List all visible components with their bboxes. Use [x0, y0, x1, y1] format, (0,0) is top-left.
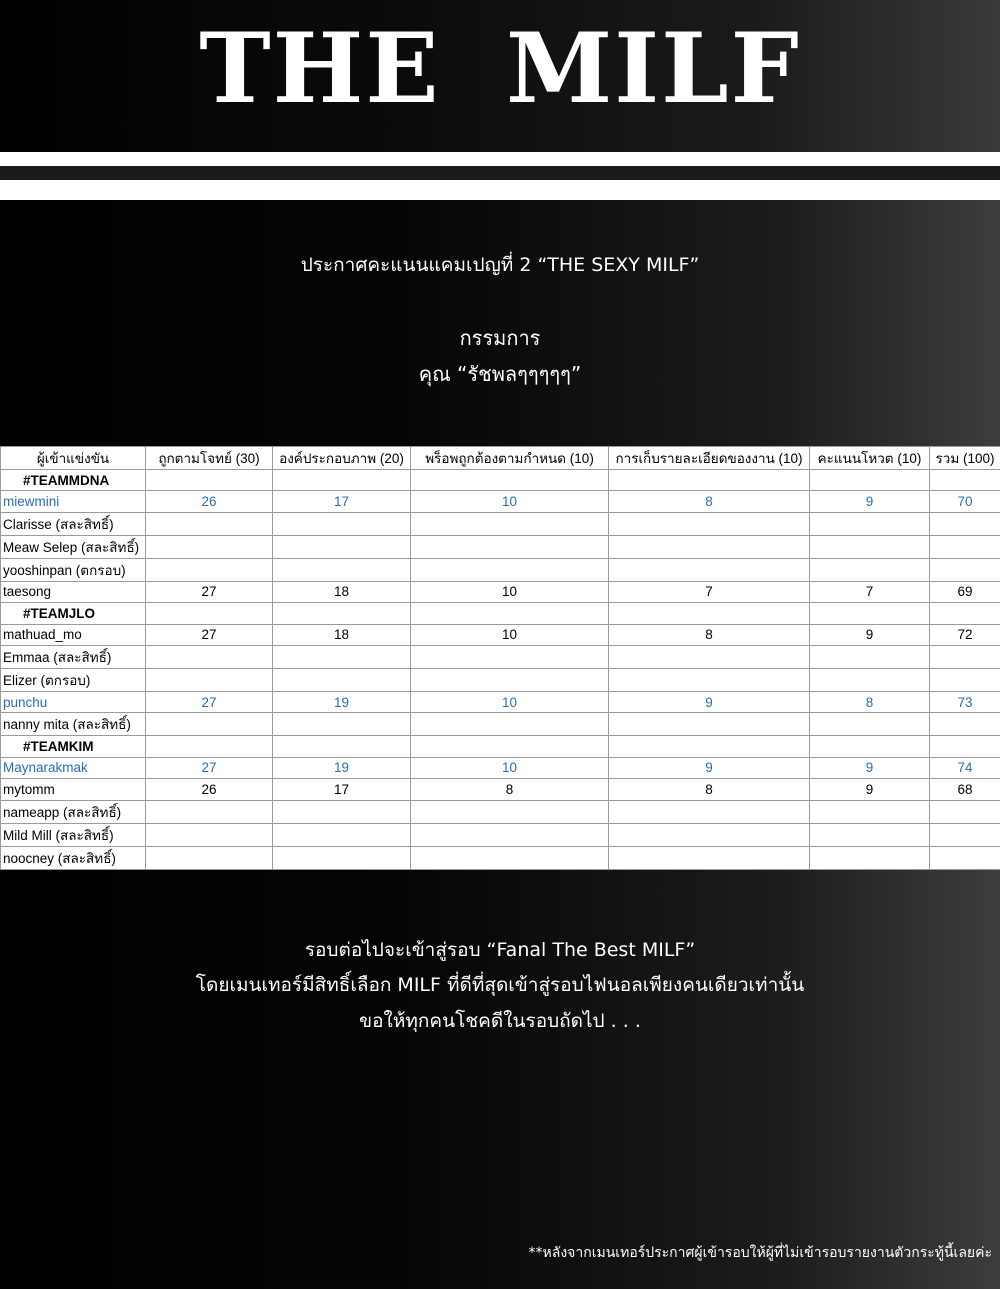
score-cell	[146, 736, 273, 757]
score-cell	[930, 603, 1000, 624]
score-cell	[273, 645, 411, 668]
score-cell	[273, 535, 411, 558]
score-cell	[930, 470, 1000, 491]
judge-name: คุณ “รัชพลๆๆๆๆๆ”	[418, 362, 582, 386]
contestant-name: taesong	[1, 581, 146, 602]
score-cell	[146, 800, 273, 823]
team-name: #TEAMMDNA	[1, 470, 146, 491]
table-row	[1, 491, 1000, 512]
team-row	[1, 736, 1000, 757]
column-header: รวม (100)	[930, 447, 1000, 470]
score-cell: 26	[146, 779, 273, 800]
score-cell	[273, 800, 411, 823]
score-cell: 8	[411, 779, 609, 800]
score-cell	[609, 713, 810, 736]
score-cell: 8	[609, 624, 810, 645]
score-cell	[609, 603, 810, 624]
score-cell: 69	[930, 581, 1000, 602]
team-row	[1, 470, 1000, 491]
score-cell	[930, 668, 1000, 691]
column-header: ผู้เข้าแข่งขัน	[1, 447, 146, 470]
contestant-name: yooshinpan (ตกรอบ)	[1, 558, 146, 581]
score-cell	[411, 736, 609, 757]
score-cell: 10	[411, 491, 609, 512]
score-cell	[411, 668, 609, 691]
score-cell	[411, 512, 609, 535]
divider-stripe	[0, 166, 1000, 180]
logo-title: THE MILF	[199, 12, 801, 125]
score-cell	[810, 470, 930, 491]
score-cell: 19	[273, 757, 411, 778]
score-cell	[411, 535, 609, 558]
column-header: คะแนนโหวต (10)	[810, 447, 930, 470]
score-cell: 27	[146, 757, 273, 778]
score-cell	[411, 470, 609, 491]
score-cell	[930, 713, 1000, 736]
score-cell	[146, 535, 273, 558]
table-row	[1, 800, 1000, 823]
table-row	[1, 846, 1000, 869]
table-row	[1, 668, 1000, 691]
score-cell: 74	[930, 757, 1000, 778]
column-header: การเก็บรายละเอียดของงาน (10)	[609, 447, 810, 470]
score-cell	[146, 668, 273, 691]
contestant-name: Emmaa (สละสิทธิ์)	[1, 645, 146, 668]
score-cell	[273, 512, 411, 535]
score-cell: 9	[810, 624, 930, 645]
contestant-name: nameapp (สละสิทธิ์)	[1, 800, 146, 823]
score-cell: 27	[146, 581, 273, 602]
team-name: #TEAMJLO	[1, 603, 146, 624]
contestant-name: punchu	[1, 691, 146, 712]
score-cell	[609, 558, 810, 581]
score-cell	[930, 736, 1000, 757]
score-cell	[273, 713, 411, 736]
score-cell	[930, 512, 1000, 535]
score-cell	[609, 668, 810, 691]
table-row	[1, 512, 1000, 535]
score-cell	[609, 823, 810, 846]
score-cell	[146, 470, 273, 491]
next-round-line: โดยเมนเทอร์มีสิทธิ์เลือก MILF ที่ดีที่สุดเข้าสู่รอบไฟนอลเพียงคนเดียวเท่านั้น	[195, 974, 805, 996]
next-round-line: ขอให้ทุกคนโชคดีในรอบถัดไป . . .	[359, 1010, 641, 1032]
score-cell: 73	[930, 691, 1000, 712]
score-cell	[411, 558, 609, 581]
score-cell	[273, 736, 411, 757]
score-cell	[810, 800, 930, 823]
score-cell: 19	[273, 691, 411, 712]
score-cell	[810, 668, 930, 691]
score-cell	[609, 645, 810, 668]
score-cell	[411, 645, 609, 668]
score-cell	[146, 823, 273, 846]
contestant-name: mathuad_mo	[1, 624, 146, 645]
divider-stripe	[0, 180, 1000, 200]
score-cell	[273, 558, 411, 581]
score-cell: 10	[411, 624, 609, 645]
contestant-name: miewmini	[1, 491, 146, 512]
score-cell	[930, 800, 1000, 823]
score-cell	[810, 535, 930, 558]
table-row	[1, 535, 1000, 558]
score-cell	[411, 823, 609, 846]
score-cell: 9	[810, 779, 930, 800]
score-cell: 26	[146, 491, 273, 512]
next-round-line: รอบต่อไปจะเข้าสู่รอบ “Fanal The Best MILF”	[304, 939, 696, 961]
contestant-name: nanny mita (สละสิทธิ์)	[1, 713, 146, 736]
contestant-name: Elizer (ตกรอบ)	[1, 668, 146, 691]
contestant-name: mytomm	[1, 779, 146, 800]
score-cell	[273, 470, 411, 491]
score-cell: 8	[609, 779, 810, 800]
score-cell	[273, 668, 411, 691]
table-row	[1, 581, 1000, 602]
score-cell	[411, 800, 609, 823]
score-cell: 9	[609, 757, 810, 778]
announcement-title: ประกาศคะแนนแคมเปญที่ 2 “THE SEXY MILF”	[300, 254, 700, 276]
score-cell	[146, 713, 273, 736]
score-cell: 8	[609, 491, 810, 512]
column-header: องค์ประกอบภาพ (20)	[273, 447, 411, 470]
score-cell	[609, 535, 810, 558]
score-cell	[273, 823, 411, 846]
score-cell	[930, 535, 1000, 558]
score-cell	[810, 713, 930, 736]
score-cell	[930, 846, 1000, 869]
score-cell: 10	[411, 757, 609, 778]
score-cell: 10	[411, 581, 609, 602]
table-row	[1, 823, 1000, 846]
score-cell	[146, 512, 273, 535]
contestant-name: Mild Mill (สละสิทธิ์)	[1, 823, 146, 846]
score-cell: 9	[609, 691, 810, 712]
score-cell	[810, 603, 930, 624]
score-cell: 72	[930, 624, 1000, 645]
score-cell: 18	[273, 581, 411, 602]
table-header-row	[1, 447, 1000, 470]
score-cell: 68	[930, 779, 1000, 800]
table-row	[1, 757, 1000, 778]
contestant-name: Clarisse (สละสิทธิ์)	[1, 512, 146, 535]
table-row	[1, 779, 1000, 800]
score-cell	[930, 558, 1000, 581]
column-header: ถูกตามโจทย์ (30)	[146, 447, 273, 470]
score-cell: 17	[273, 491, 411, 512]
score-cell: 9	[810, 757, 930, 778]
score-cell: 27	[146, 624, 273, 645]
contestant-name: noocney (สละสิทธิ์)	[1, 846, 146, 869]
score-cell	[609, 800, 810, 823]
score-cell	[810, 736, 930, 757]
column-header: พร็อพถูกต้องตามกำหนด (10)	[411, 447, 609, 470]
score-cell: 9	[810, 491, 930, 512]
score-cell	[810, 645, 930, 668]
score-cell	[609, 512, 810, 535]
score-cell	[273, 603, 411, 624]
judge-label: กรรมการ	[459, 326, 541, 350]
table-row	[1, 645, 1000, 668]
table-row	[1, 558, 1000, 581]
score-cell	[810, 823, 930, 846]
score-cell	[609, 846, 810, 869]
table-row	[1, 691, 1000, 712]
score-cell	[146, 645, 273, 668]
score-cell	[810, 846, 930, 869]
score-cell	[146, 603, 273, 624]
score-cell	[930, 823, 1000, 846]
score-cell: 18	[273, 624, 411, 645]
score-cell: 8	[810, 691, 930, 712]
table-row	[1, 624, 1000, 645]
footnote: **หลังจากเมนเทอร์ประกาศผู้เข้ารอบให้ผู้ที่ไม่เข้ารอบรายงานตัวกระทู้นี้เลยค่ะ	[528, 1245, 992, 1261]
team-row	[1, 603, 1000, 624]
contestant-name: Maynarakmak	[1, 757, 146, 778]
score-cell	[609, 736, 810, 757]
contestant-name: Meaw Selep (สละสิทธิ์)	[1, 535, 146, 558]
score-cell: 27	[146, 691, 273, 712]
score-cell: 17	[273, 779, 411, 800]
score-cell	[273, 846, 411, 869]
score-cell	[810, 558, 930, 581]
score-cell	[411, 603, 609, 624]
score-cell	[146, 846, 273, 869]
score-cell: 7	[609, 581, 810, 602]
score-cell	[411, 846, 609, 869]
score-cell: 70	[930, 491, 1000, 512]
table-row	[1, 713, 1000, 736]
score-cell	[411, 713, 609, 736]
score-cell	[810, 512, 930, 535]
team-name: #TEAMKIM	[1, 736, 146, 757]
score-cell: 10	[411, 691, 609, 712]
score-cell: 7	[810, 581, 930, 602]
score-table	[0, 446, 1000, 870]
score-cell	[930, 645, 1000, 668]
header-banner	[0, 0, 1000, 152]
score-cell	[146, 558, 273, 581]
divider-stripe	[0, 152, 1000, 166]
score-cell	[609, 470, 810, 491]
